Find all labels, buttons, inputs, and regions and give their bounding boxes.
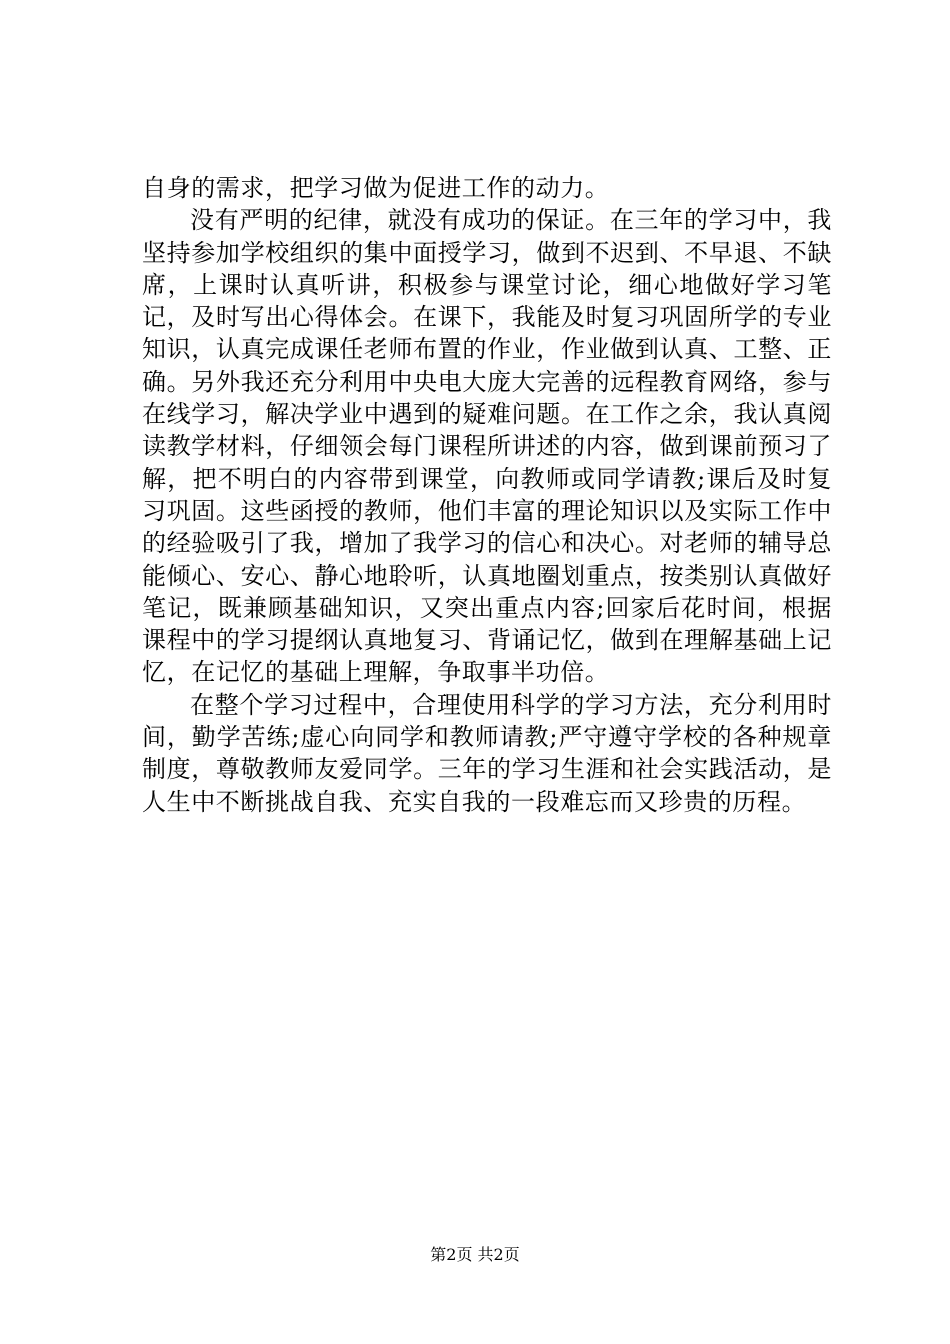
paragraph-1: 自身的需求，把学习做为促进工作的动力。 bbox=[142, 174, 610, 202]
paragraph-3: 在整个学习过程中，合理使用科学的学习方法，充分利用时间，勤学苦练;虚心向同学和教师请教;严守遵守学校的各种规章制度，尊敬教师友爱同学。三年的学习生涯和社会实践活动，是人生中不断挑战自我、充实自我的一段难忘而又珍贵的历程。 bbox=[142, 690, 832, 816]
document-body bbox=[142, 172, 832, 818]
paragraph-2: 没有严明的纪律，就没有成功的保证。在三年的学习中，我坚持参加学校组织的集中面授学习，做到不迟到、不早退、不缺席，上课时认真听讲，积极参与课堂讨论，细心地做好学习笔记，及时写出心得体会。在课下，我能及时复习巩固所学的专业知识，认真完成课任老师布置的作业，作业做到认真、工整、正确。另外我还充分利用中央电大庞大完善的远程教育网络，参与在线学习，解决学业中遇到的疑难问题。在工作之余，我认真阅读教学材料，仔细领会每门课程所讲述的内容，做到课前预习了解，把不明白的内容带到课堂，向教师或同学请教;课后及时复习巩固。这些函授的教师，他们丰富的理论知识以及实际工作中的经验吸引了我，增加了我学习的信心和决心。对老师的辅导总能倾心、安心、静心地聆听，认真地圈划重点，按类别认真做好笔记，既兼顾基础知识，又突出重点内容;回家后花时间，根据课程中的学习提纲认真地复习、背诵记忆，做到在理解基础上记忆，在记忆的基础上理解，争取事半功倍。 bbox=[142, 206, 832, 687]
page-number-footer: 第2页 共2页 bbox=[430, 1245, 520, 1264]
